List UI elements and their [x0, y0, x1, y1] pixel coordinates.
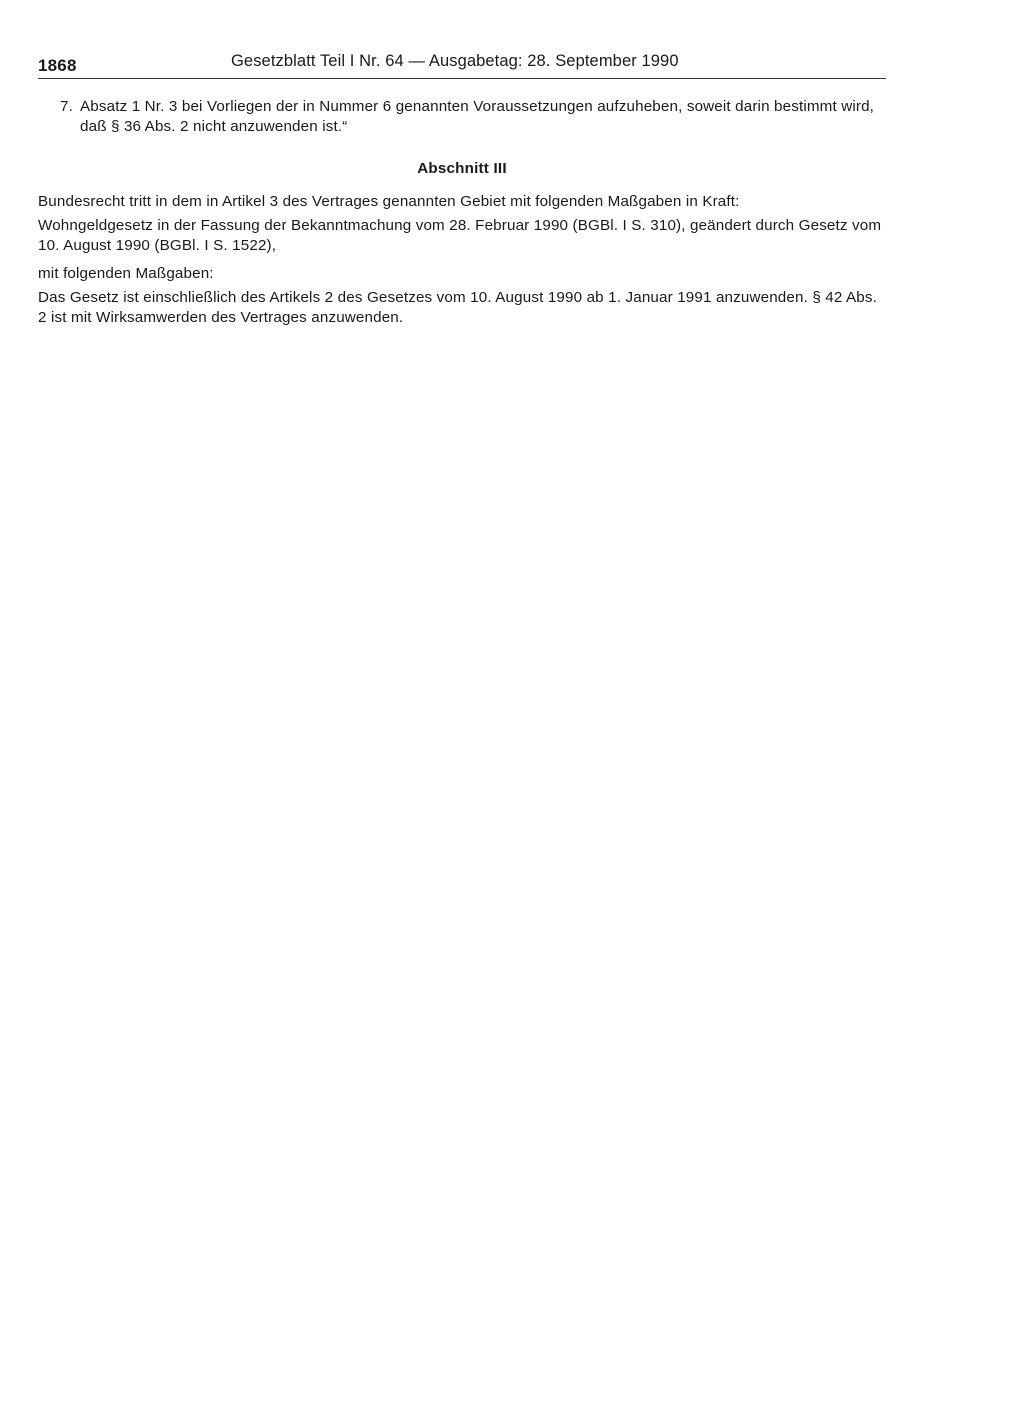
- page-header: [38, 52, 886, 79]
- running-head: Gesetzblatt Teil I Nr. 64 — Ausgabetag: 28. September 1990: [231, 52, 679, 70]
- paragraph-anwendung: Das Gesetz ist einschließlich des Artikels 2 des Gesetzes vom 10. August 1990 ab 1. Januar 1991 anzuwenden. § 42 Abs. 2 ist mit Wirksamwerden des Vertrages anzuwenden.: [38, 289, 877, 326]
- list-item-number: 7.: [60, 98, 73, 115]
- list-item-7: [60, 97, 888, 137]
- paragraph-wohngeldgesetz: Wohngeldgesetz in der Fassung der Bekanntmachung vom 28. Februar 1990 (BGBl. I S. 310), geändert durch Gesetz vom 10. August 1990 (BGBl. I S. 1522),: [38, 217, 882, 254]
- paragraph-massgaben: mit folgenden Maßgaben:: [38, 265, 214, 282]
- page-number: 1868: [38, 56, 77, 75]
- list-item-text: Absatz 1 Nr. 3 bei Vorliegen der in Nummer 6 genannten Voraussetzungen aufzuheben, soweit darin bestimmt wird, daß § 36 Abs. 2 nicht anzuwenden ist.“: [80, 98, 875, 135]
- paragraph-bundesrecht: Bundesrecht tritt in dem in Artikel 3 des Vertrages genannten Gebiet mit folgenden Maßgaben in Kraft:: [38, 193, 740, 210]
- section-heading: Abschnitt III: [417, 160, 507, 177]
